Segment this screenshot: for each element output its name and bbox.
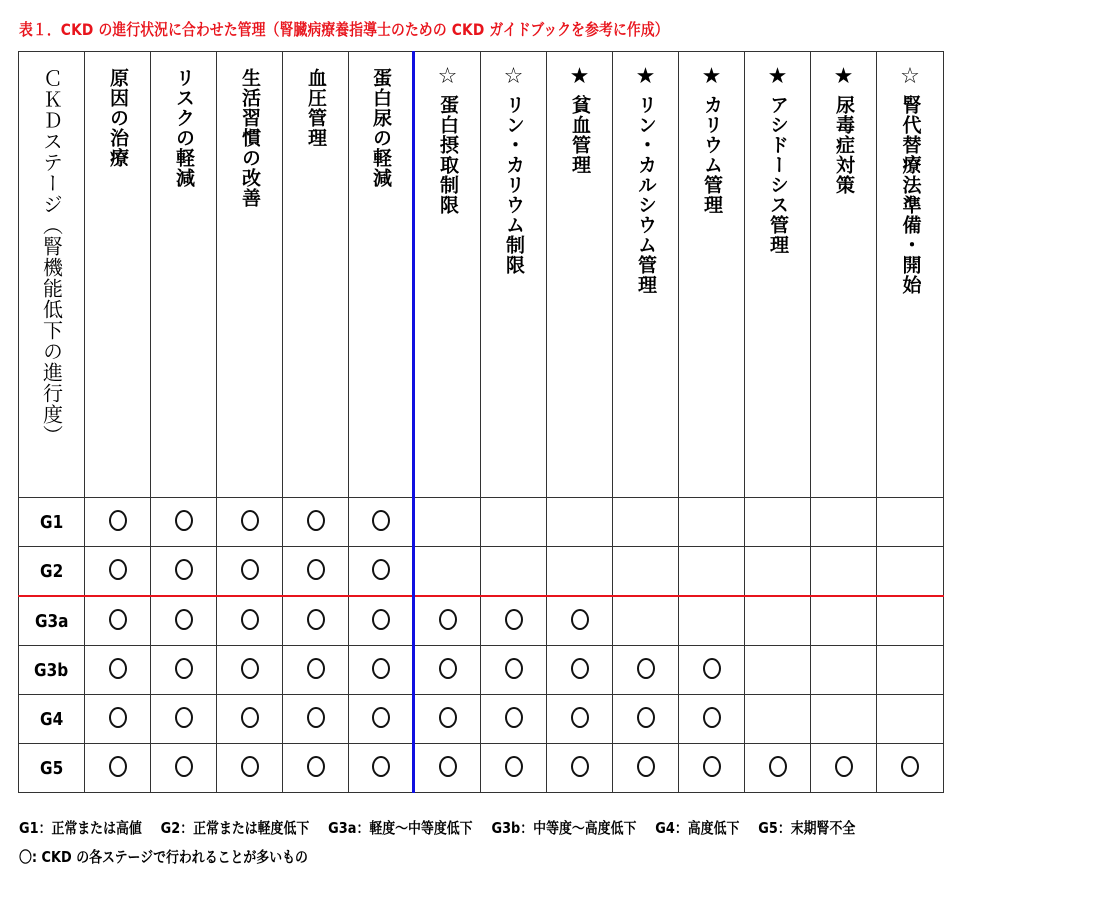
circle-icon bbox=[109, 609, 127, 630]
ckd-management-table bbox=[18, 51, 944, 793]
stage-legend-item: G3a：軽度～中等度低下 bbox=[328, 819, 473, 837]
circle-icon bbox=[109, 658, 127, 679]
table-cell bbox=[283, 744, 349, 793]
table-cell bbox=[679, 744, 745, 793]
circle-icon bbox=[175, 707, 193, 728]
circle-icon bbox=[372, 707, 390, 728]
column-header-label: カリウム管理 bbox=[701, 95, 723, 215]
column-header bbox=[217, 52, 283, 498]
circle-icon bbox=[372, 756, 390, 777]
stage-label: G3a bbox=[34, 610, 69, 632]
stage-label: G2 bbox=[39, 560, 64, 582]
circle-icon bbox=[175, 609, 193, 630]
table-cell bbox=[283, 547, 349, 597]
circle-icon bbox=[571, 609, 589, 630]
table-cell bbox=[811, 695, 877, 744]
column-header bbox=[151, 52, 217, 498]
column-header-label: 尿毒症対策 bbox=[833, 95, 855, 195]
table-cell bbox=[151, 596, 217, 646]
circle-icon bbox=[505, 707, 523, 728]
table-cell bbox=[481, 646, 547, 695]
circle-icon bbox=[307, 658, 325, 679]
circle-icon bbox=[109, 559, 127, 580]
column-header bbox=[679, 52, 745, 498]
circle-icon bbox=[241, 559, 259, 580]
stage-label: G4 bbox=[39, 708, 64, 730]
stage-column-header bbox=[19, 52, 85, 498]
circle-icon bbox=[505, 609, 523, 630]
stage-header-label: ＣＫＤステージ（腎機能低下の進行度） bbox=[39, 68, 64, 446]
table-cell bbox=[85, 498, 151, 547]
stage-cell bbox=[19, 695, 85, 744]
column-header bbox=[547, 52, 613, 498]
table-cell bbox=[811, 547, 877, 597]
table-cell bbox=[414, 744, 481, 793]
circle-icon bbox=[637, 707, 655, 728]
stage-cell bbox=[19, 646, 85, 695]
column-header-label: 蛋白摂取制限 bbox=[437, 95, 459, 215]
table-row bbox=[19, 695, 944, 744]
stage-legend bbox=[19, 817, 874, 838]
circle-icon bbox=[505, 658, 523, 679]
table-cell bbox=[679, 596, 745, 646]
stage-cell bbox=[19, 596, 85, 646]
table-cell bbox=[547, 646, 613, 695]
column-header bbox=[414, 52, 481, 498]
column-header-label: 貧血管理 bbox=[569, 95, 591, 175]
table-cell bbox=[283, 596, 349, 646]
column-header-label: リン・カリウム制限 bbox=[503, 95, 525, 275]
circle-icon bbox=[571, 756, 589, 777]
table-cell bbox=[481, 498, 547, 547]
table-cell bbox=[745, 646, 811, 695]
table-cell bbox=[217, 646, 283, 695]
circle-icon bbox=[241, 707, 259, 728]
circle-icon bbox=[241, 756, 259, 777]
table-cell bbox=[349, 596, 414, 646]
circle-icon bbox=[307, 559, 325, 580]
table-cell bbox=[85, 596, 151, 646]
stage-legend-item: G1：正常または高値 bbox=[19, 819, 142, 837]
circle-icon bbox=[372, 559, 390, 580]
table-cell bbox=[811, 596, 877, 646]
filled-star-icon: ★ bbox=[833, 64, 854, 89]
table-cell bbox=[481, 596, 547, 646]
table-body bbox=[19, 498, 944, 793]
table-cell bbox=[745, 744, 811, 793]
table-cell bbox=[745, 596, 811, 646]
circle-icon bbox=[901, 756, 919, 777]
filled-star-icon: ★ bbox=[635, 64, 656, 89]
table-cell bbox=[613, 646, 679, 695]
table-cell bbox=[151, 646, 217, 695]
table-cell bbox=[547, 547, 613, 597]
circle-icon bbox=[175, 559, 193, 580]
table-row bbox=[19, 547, 944, 597]
column-header-label: リスクの軽減 bbox=[173, 68, 195, 188]
table-cell bbox=[547, 744, 613, 793]
table-cell bbox=[745, 695, 811, 744]
stage-legend-item: G5：末期腎不全 bbox=[758, 819, 856, 837]
table-cell bbox=[547, 596, 613, 646]
table-cell bbox=[811, 498, 877, 547]
table-row bbox=[19, 646, 944, 695]
circle-icon bbox=[835, 756, 853, 777]
column-header bbox=[745, 52, 811, 498]
column-header-label: 生活習慣の改善 bbox=[239, 68, 261, 208]
circle-icon bbox=[703, 707, 721, 728]
stage-legend-item: G3b：中等度～高度低下 bbox=[491, 819, 637, 837]
table-cell bbox=[85, 547, 151, 597]
table-cell bbox=[613, 498, 679, 547]
circle-icon bbox=[637, 756, 655, 777]
circle-icon bbox=[571, 658, 589, 679]
table-cell bbox=[547, 695, 613, 744]
table-cell bbox=[283, 695, 349, 744]
filled-star-icon: ★ bbox=[569, 64, 590, 89]
circle-icon bbox=[241, 510, 259, 531]
filled-star-icon: ★ bbox=[701, 64, 722, 89]
column-header-label: アシドーシス管理 bbox=[767, 95, 789, 255]
circle-icon bbox=[571, 707, 589, 728]
stage-label: G5 bbox=[39, 757, 64, 779]
circle-icon bbox=[307, 510, 325, 531]
circle-icon bbox=[109, 707, 127, 728]
table-cell bbox=[613, 744, 679, 793]
circle-icon bbox=[109, 510, 127, 531]
table-cell bbox=[217, 596, 283, 646]
circle-icon bbox=[175, 510, 193, 531]
table-cell bbox=[877, 498, 944, 547]
table-cell bbox=[151, 498, 217, 547]
stage-cell bbox=[19, 547, 85, 597]
circle-icon bbox=[439, 707, 457, 728]
circle-icon bbox=[439, 609, 457, 630]
circle-icon bbox=[241, 658, 259, 679]
table-cell bbox=[679, 498, 745, 547]
table-cell bbox=[85, 695, 151, 744]
table-cell bbox=[217, 547, 283, 597]
circle-icon bbox=[109, 756, 127, 777]
column-header-label: 蛋白尿の軽減 bbox=[370, 68, 392, 188]
table-cell bbox=[745, 547, 811, 597]
stage-label: G3b bbox=[34, 659, 69, 681]
circle-legend: 〇: CKD の各ステージで行われることが多いもの bbox=[19, 848, 308, 866]
filled-star-icon: ★ bbox=[767, 64, 788, 89]
circle-icon bbox=[175, 658, 193, 679]
table-cell bbox=[414, 646, 481, 695]
column-header-label: 腎代替療法準備・開始 bbox=[899, 95, 922, 295]
circle-icon bbox=[307, 756, 325, 777]
table-cell bbox=[85, 646, 151, 695]
table-cell bbox=[613, 596, 679, 646]
table-cell bbox=[877, 695, 944, 744]
table-row bbox=[19, 498, 944, 547]
circle-icon bbox=[769, 756, 787, 777]
table-cell bbox=[613, 547, 679, 597]
table-cell bbox=[811, 646, 877, 695]
table-cell bbox=[414, 596, 481, 646]
column-header-label: リン・カルシウム管理 bbox=[635, 95, 657, 295]
table-cell bbox=[811, 744, 877, 793]
column-header bbox=[349, 52, 414, 498]
table-cell bbox=[349, 498, 414, 547]
table-cell bbox=[85, 744, 151, 793]
circle-icon bbox=[372, 609, 390, 630]
table-cell bbox=[414, 695, 481, 744]
stage-legend-item: G2：正常または軽度低下 bbox=[160, 819, 310, 837]
table-cell bbox=[547, 498, 613, 547]
table-cell bbox=[877, 744, 944, 793]
table-cell bbox=[283, 646, 349, 695]
table-cell bbox=[481, 547, 547, 597]
table-cell bbox=[151, 744, 217, 793]
header-row bbox=[19, 52, 944, 498]
table-cell bbox=[349, 695, 414, 744]
table-cell bbox=[217, 695, 283, 744]
table-cell bbox=[877, 596, 944, 646]
circle-icon bbox=[372, 510, 390, 531]
outline-star-icon: ☆ bbox=[900, 64, 920, 89]
column-header bbox=[877, 52, 944, 498]
table-cell bbox=[679, 646, 745, 695]
table-title: 表１．CKD の進行状況に合わせた管理（腎臓病療養指導士のための CKD ガイドブックを参考に作成） bbox=[19, 20, 669, 39]
circle-icon bbox=[439, 658, 457, 679]
table-cell bbox=[151, 547, 217, 597]
outline-star-icon: ☆ bbox=[437, 64, 458, 89]
outline-star-icon: ☆ bbox=[503, 64, 524, 89]
column-header bbox=[85, 52, 151, 498]
table-cell bbox=[349, 646, 414, 695]
circle-icon bbox=[372, 658, 390, 679]
circle-icon bbox=[703, 756, 721, 777]
table-cell bbox=[877, 646, 944, 695]
table-cell bbox=[414, 547, 481, 597]
stage-label: G1 bbox=[39, 511, 64, 533]
circle-icon bbox=[241, 609, 259, 630]
table-cell bbox=[877, 547, 944, 597]
table-cell bbox=[217, 744, 283, 793]
table-cell bbox=[151, 695, 217, 744]
stage-legend-item: G4：高度低下 bbox=[655, 819, 740, 837]
column-header bbox=[481, 52, 547, 498]
table-cell bbox=[481, 744, 547, 793]
circle-icon bbox=[307, 609, 325, 630]
circle-icon bbox=[637, 658, 655, 679]
column-header-label: 原因の治療 bbox=[107, 68, 129, 168]
circle-icon bbox=[307, 707, 325, 728]
table-cell bbox=[481, 695, 547, 744]
stage-cell bbox=[19, 744, 85, 793]
table-cell bbox=[679, 695, 745, 744]
table-cell bbox=[679, 547, 745, 597]
column-header bbox=[613, 52, 679, 498]
table-cell bbox=[349, 547, 414, 597]
table-cell bbox=[217, 498, 283, 547]
table-cell bbox=[349, 744, 414, 793]
circle-icon bbox=[439, 756, 457, 777]
table-row bbox=[19, 596, 944, 646]
column-header bbox=[811, 52, 877, 498]
column-header bbox=[283, 52, 349, 498]
table-cell bbox=[414, 498, 481, 547]
stage-cell bbox=[19, 498, 85, 547]
table-cell bbox=[283, 498, 349, 547]
column-header-label: 血圧管理 bbox=[305, 68, 327, 148]
table-cell bbox=[745, 498, 811, 547]
circle-icon bbox=[505, 756, 523, 777]
circle-icon bbox=[703, 658, 721, 679]
table-cell bbox=[613, 695, 679, 744]
circle-icon bbox=[175, 756, 193, 777]
table-row bbox=[19, 744, 944, 793]
